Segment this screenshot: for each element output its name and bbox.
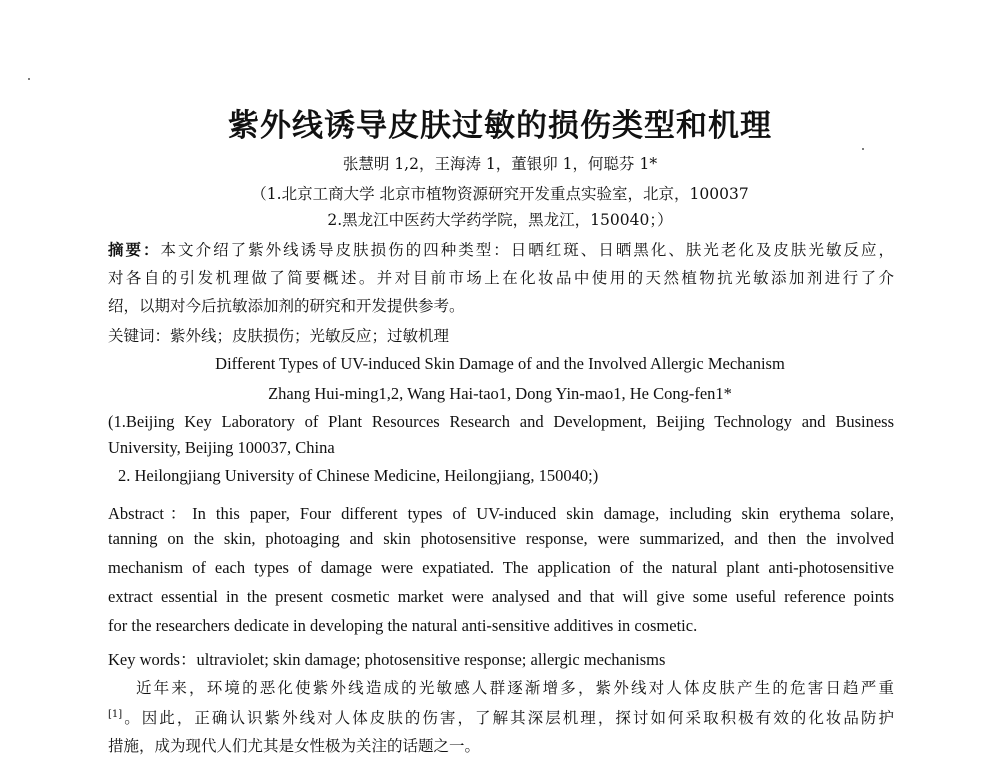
authors-en: Zhang Hui-ming1,2, Wang Hai-tao1, Dong Yin-mao1, He Cong-fen1* bbox=[268, 384, 732, 403]
scan-speck bbox=[28, 78, 30, 80]
abstract-cn-label: 摘要： bbox=[108, 240, 161, 259]
abstract-cn-text: 本文介绍了紫外线诱导皮肤损伤的四种类型：日晒红斑、日晒黑化、肤光老化及皮肤光敏反应， bbox=[160, 241, 894, 259]
body-line-1: 近年来，环境的恶化使紫外线造成的光敏感人群逐渐增多，紫外线对人体皮肤产生的危害日趋严重 bbox=[136, 679, 894, 697]
abstract-cn-line-3: 绍，以期对今后抗敏添加剂的研究和开发提供参考。 bbox=[108, 297, 465, 315]
affiliation-cn-2: 2.黑龙江中医药大学药学院，黑龙江，150040；） bbox=[327, 211, 673, 229]
abstract-en-line-3: mechanism of each types of damage were expatiated. The application of the natural plant anti-photosensitive bbox=[108, 558, 894, 577]
body-line-2 bbox=[108, 706, 894, 728]
abstract-en-line-1: Abstract：In this paper, Four different types of UV-induced skin damage, including skin erythema solare, bbox=[108, 504, 894, 523]
body-line-3: 措施，成为现代人们尤其是女性极为关注的话题之一。 bbox=[108, 737, 481, 755]
paper-title: 紫外线诱导皮肤过敏的损伤类型和机理 bbox=[228, 108, 772, 144]
abstract-en-line-2: tanning on the skin, photoaging and skin photosensitive response, were summarized, and then the involved bbox=[108, 529, 894, 548]
title-en: Different Types of UV-induced Skin Damage of and the Involved Allergic Mechanism bbox=[215, 354, 785, 373]
affiliation-en-1b: University, Beijing 100037, China bbox=[108, 438, 335, 457]
abstract-en-line-4: extract essential in the present cosmetic market were analysed and that will give some useful reference points bbox=[108, 587, 894, 606]
abstract-en-line-5: for the researchers dedicate in developing the natural anti-sensitive additives in cosmetic. bbox=[108, 616, 698, 635]
affiliation-en-1a: (1.Beijing Key Laboratory of Plant Resources Research and Development, Beijing Technology and Business bbox=[108, 412, 894, 431]
keywords-cn: 关键词：紫外线；皮肤损伤；光敏反应；过敏机理 bbox=[108, 327, 450, 345]
scan-speck bbox=[862, 148, 864, 150]
keywords-en: Key words：ultraviolet; skin damage; photosensitive response; allergic mechanisms bbox=[108, 650, 666, 669]
reference-marker: [1] bbox=[108, 708, 123, 720]
authors-cn: 张慧明 1,2，王海涛 1，董银卯 1，何聪芬 1* bbox=[342, 155, 658, 173]
abstract-cn-line-1 bbox=[108, 238, 894, 260]
abstract-cn-line-2: 对各自的引发机理做了简要概述。并对目前市场上在化妆品中使用的天然植物抗光敏添加剂进行了介 bbox=[108, 269, 894, 287]
body-line-2-text: 。因此，正确认识紫外线对人体皮肤的伤害，了解其深层机理，探讨如何采取积极有效的化妆品防护 bbox=[122, 709, 894, 727]
affiliation-en-2: 2. Heilongjiang University of Chinese Medicine, Heilongjiang, 150040;) bbox=[118, 466, 599, 485]
affiliation-cn-1: （1.北京工商大学 北京市植物资源研究开发重点实验室，北京，100037 bbox=[251, 185, 749, 203]
